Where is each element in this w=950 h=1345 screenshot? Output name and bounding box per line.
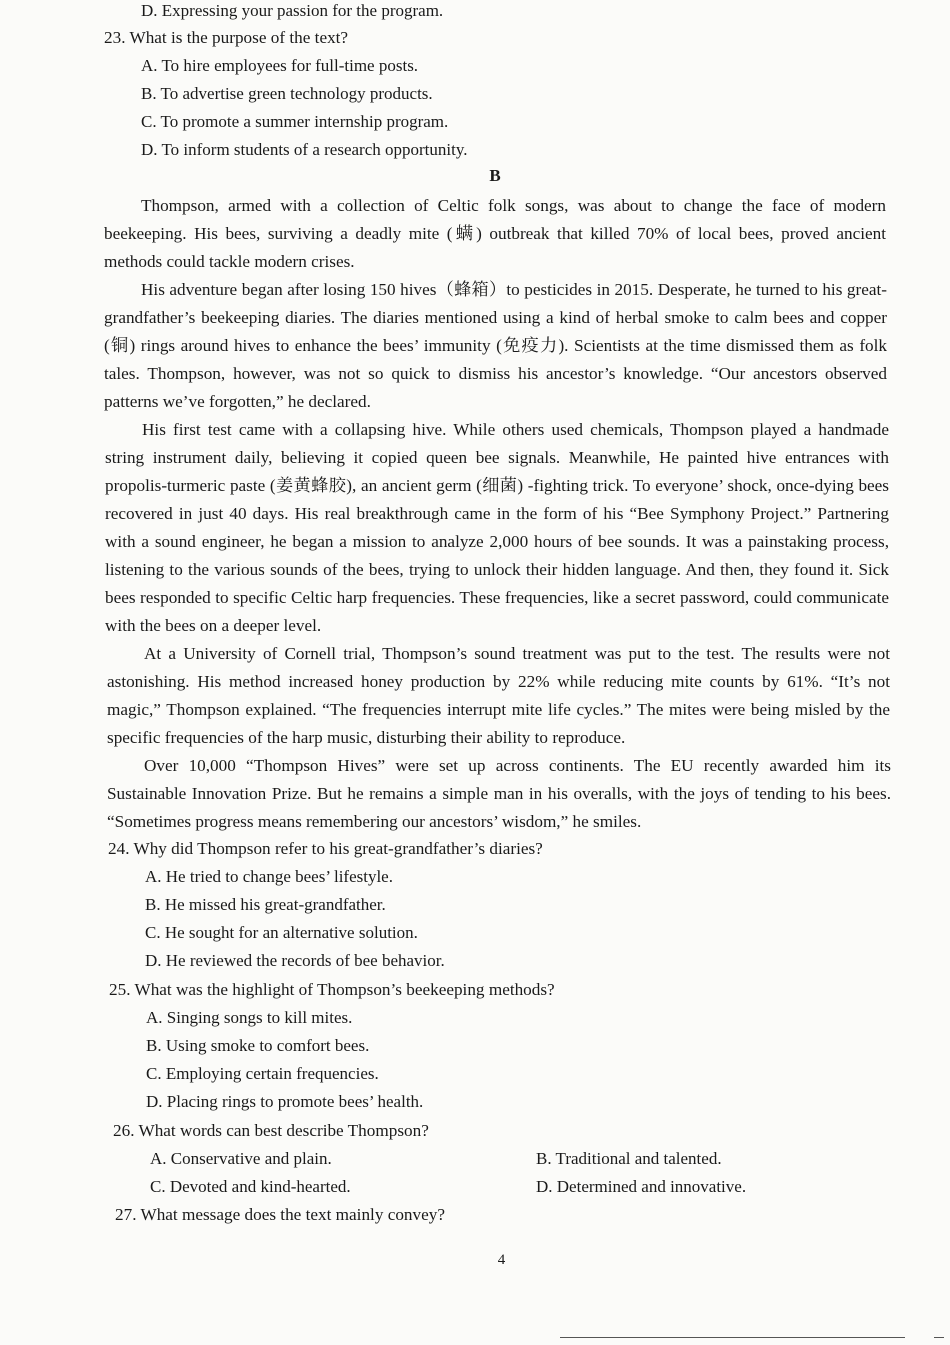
q26-option-c: C. Devoted and kind-hearted. — [150, 1177, 351, 1196]
q26-option-a: A. Conservative and plain. — [150, 1149, 332, 1168]
q23-option-c: C. To promote a summer internship program. — [141, 112, 449, 131]
passage-paragraph-2: His adventure began after losing 150 hives（蜂箱）to pesticides in 2015. Desperate, he turned to his great-grandfather’s beekeeping diaries. The diaries mentioned using a kind of herbal smoke to calm bees and copper (铜) rings around hives to enhance the bees’ immunity (免疫力). Scientists at the time dismissed them as folk tales. Thompson, however, was not so quick to dismiss his ancestor’s knowledge. “Our ancestors observed patterns we’ve forgotten,” he declared. — [104, 280, 887, 411]
q24-option-d: D. He reviewed the records of bee behavior. — [145, 951, 445, 970]
q24-option-a: A. He tried to change bees’ lifestyle. — [145, 867, 393, 886]
q25-option-a: A. Singing songs to kill mites. — [146, 1008, 353, 1027]
q24-option-c: C. He sought for an alternative solution. — [145, 923, 418, 942]
passage-paragraph-1: Thompson, armed with a collection of Celtic folk songs, was about to change the face of modern beekeeping. His bees, surviving a deadly mite (螨) outbreak that killed 70% of local bees, proved ancient methods could tackle modern crises. — [104, 196, 886, 271]
q25-option-b: B. Using smoke to comfort bees. — [146, 1036, 370, 1055]
q23-option-d: D. To inform students of a research opportunity. — [141, 140, 468, 159]
passage-paragraph-4: At a University of Cornell trial, Thompson’s sound treatment was put to the test. The results were not astonishing. His method increased honey production by 22% while reducing mite counts by 61%. “It’s not magic,” Thompson explained. “The frequencies interrupt mite life cycles.” The mites were being misled by the specific frequencies of the harp music, disturbing their ability to reproduce. — [107, 644, 890, 747]
passage-paragraph-5: Over 10,000 “Thompson Hives” were set up across continents. The EU recently awarded him its Sustainable Innovation Prize. But he remains a simple man in his overalls, with the joys of tending to his bees. “Sometimes progress means remembering our ancestors’ wisdom,” he smiles. — [107, 756, 891, 831]
q24-question: 24. Why did Thompson refer to his great-grandfather’s diaries? — [108, 839, 543, 858]
q22-option-d: D. Expressing your passion for the program. — [141, 1, 444, 20]
q25-option-d: D. Placing rings to promote bees’ health. — [146, 1092, 424, 1111]
q24-option-b: B. He missed his great-grandfather. — [145, 895, 386, 914]
section-b-heading: B — [489, 166, 501, 185]
passage-paragraph-3: His first test came with a collapsing hive. While others used chemicals, Thompson played a handmade string instrument daily, believing it copied queen bee signals. Meanwhile, He painted hive entrances with propolis-turmeric paste (姜黄蜂胶), an ancient germ (细菌) -fighting trick. To everyone’ shock, once-dying bees recovered in just 40 days. His real breakthrough came in the form of his “Bee Symphony Project.” Partnering with a sound engineer, he began a mission to analyze 2,000 hours of bee sounds. It was a painstaking process, listening to the various sounds of the bees, trying to unlock their hidden language. And then, they found it. Sick bees responded to specific Celtic harp frequencies. These frequencies, like a secret password, could communicate with the bees on a deeper level. — [105, 420, 889, 635]
q27-question: 27. What message does the text mainly convey? — [115, 1205, 445, 1224]
q25-option-c: C. Employing certain frequencies. — [146, 1064, 379, 1083]
page-number: 4 — [497, 1252, 506, 1268]
q23-question: 23. What is the purpose of the text? — [104, 28, 349, 47]
bottom-mark — [934, 1337, 944, 1338]
q26-option-b: B. Traditional and talented. — [536, 1149, 722, 1168]
q23-option-a: A. To hire employees for full-time posts. — [141, 56, 419, 75]
q26-option-d: D. Determined and innovative. — [536, 1177, 747, 1196]
bottom-rule — [560, 1337, 905, 1338]
q26-question: 26. What words can best describe Thompson? — [113, 1121, 429, 1140]
q25-question: 25. What was the highlight of Thompson’s beekeeping methods? — [109, 980, 555, 999]
q23-option-b: B. To advertise green technology products. — [141, 84, 433, 103]
